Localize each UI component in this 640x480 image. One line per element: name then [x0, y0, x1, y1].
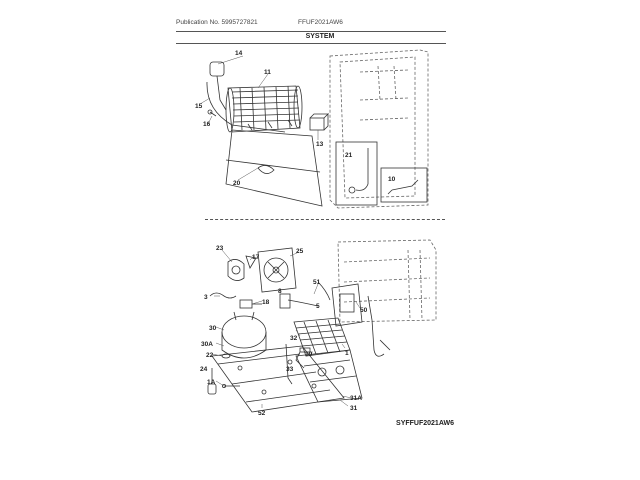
wire-harness	[288, 282, 330, 306]
callout-17: 17	[252, 254, 260, 261]
condenser-fan-bracket	[258, 248, 296, 292]
callout-14: 14	[235, 50, 243, 57]
publication-number: Publication No. 5995727821	[176, 19, 258, 26]
callout-52: 52	[258, 410, 266, 417]
model-number: FFUF2021AW6	[298, 19, 343, 26]
callout-31: 31	[350, 405, 358, 412]
control-box	[332, 284, 362, 326]
callout-30: 30	[209, 325, 217, 332]
cabinet-back-outline	[338, 240, 436, 322]
diagram-code: SYFFUF2021AW6	[396, 420, 454, 427]
callout-50: 50	[360, 307, 368, 314]
callout-10: 10	[388, 176, 396, 183]
callout-18: 18	[262, 299, 270, 306]
fan-motor	[228, 259, 244, 280]
callout-25: 25	[296, 248, 304, 255]
bracket-8	[280, 294, 290, 308]
screw-1a	[222, 384, 240, 387]
callout-15: 15	[195, 103, 203, 110]
condenser-coil	[294, 318, 350, 356]
evaporator-coil	[226, 86, 302, 132]
thermostat-block	[310, 114, 328, 130]
inset-box-21	[336, 142, 377, 205]
callout-1: 1	[345, 350, 349, 357]
relay-overload	[240, 300, 262, 308]
callout-3: 3	[204, 294, 208, 301]
callout-30a: 30A	[201, 341, 213, 348]
power-cord	[210, 293, 236, 298]
callout-16: 16	[203, 121, 211, 128]
callout-1a: 1A	[207, 379, 216, 386]
callout-24: 24	[200, 366, 208, 373]
section-title: SYSTEM	[305, 33, 335, 40]
callout-5: 5	[316, 303, 320, 310]
callout-19: 19	[305, 351, 313, 358]
callout-11: 11	[264, 69, 271, 76]
evaporator-cover	[226, 130, 322, 206]
screw	[208, 110, 216, 116]
callout-20: 20	[233, 180, 241, 187]
callout-22: 22	[206, 352, 214, 359]
callout-21: 21	[345, 152, 353, 159]
callout-33: 33	[286, 366, 294, 373]
defrost-terminator	[210, 62, 226, 110]
callout-13: 13	[316, 141, 324, 148]
callout-31a: 31A	[350, 395, 362, 402]
callout-23: 23	[216, 245, 224, 252]
callout-8: 8	[278, 288, 282, 295]
callout-51: 51	[313, 279, 321, 286]
wiring-lead	[368, 296, 390, 356]
callout-32: 32	[290, 335, 298, 342]
